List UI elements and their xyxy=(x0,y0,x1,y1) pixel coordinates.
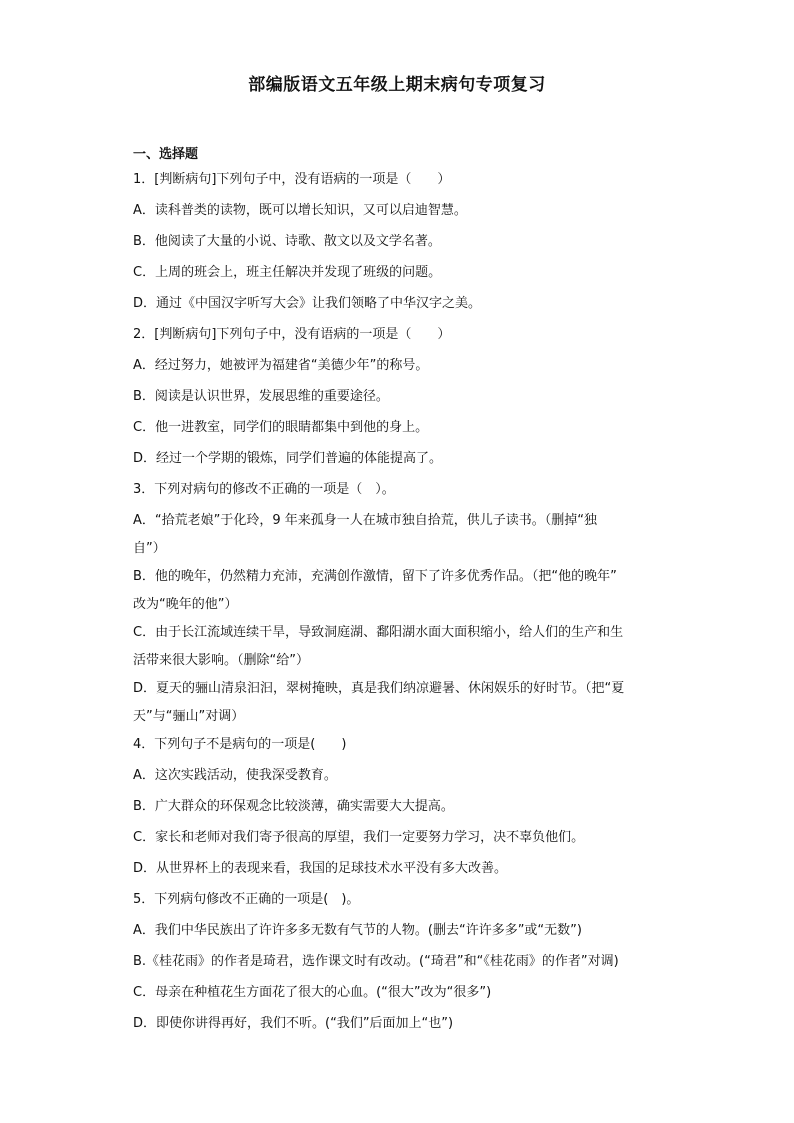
q5-option-d: D．即使你讲得再好，我们不听。(“我们”后面加上“也”) xyxy=(133,1016,454,1031)
q3-option-b: B．他的晚年，仍然精力充沛，充满创作激情，留下了许多优秀作品。（把“他的晚年” xyxy=(133,569,617,584)
question-1: 1．[判断病句]下列句子中，没有语病的一项是（ ） xyxy=(133,172,451,187)
question-2: 2．[判断病句]下列句子中，没有语病的一项是（ ） xyxy=(133,327,451,342)
q3-option-a: A．“拾荒老娘”于化玲，9 年来孤身一人在城市独自拾荒，供儿子读书。（删掉“独 xyxy=(133,513,598,528)
section-heading: 一、选择题 xyxy=(133,147,199,162)
question-4: 4．下列句子不是病句的一项是( ) xyxy=(133,737,347,752)
q5-option-b: B.《桂花雨》的作者是琦君，选作课文时有改动。(“琦君”和“《桂花雨》的作者”对调) xyxy=(133,954,619,969)
q2-option-d: D．经过一个学期的锻炼，同学们普遍的体能提高了。 xyxy=(133,451,443,466)
q3-option-d: D．夏天的骊山清泉汩汩，翠树掩映，真是我们纳凉避暑、休闲娱乐的好时节。（把“夏 xyxy=(133,681,625,696)
q5-option-a: A．我们中华民族出了许许多多无数有气节的人物。(删去“许许多多”或“无数”) xyxy=(133,923,582,938)
q1-option-d: D．通过《中国汉字听写大会》让我们领略了中华汉字之美。 xyxy=(133,296,482,311)
q3-option-c: C．由于长江流域连续干旱，导致洞庭湖、鄱阳湖水面大面积缩小，给人们的生产和生 xyxy=(133,625,624,640)
q4-option-c: C．家长和老师对我们寄予很高的厚望，我们一定要努力学习，决不辜负他们。 xyxy=(133,830,585,845)
q5-option-c: C．母亲在种植花生方面花了很大的心血。(“很大”改为“很多”) xyxy=(133,985,492,1000)
q4-option-b: B．广大群众的环保观念比较淡薄，确实需要大大提高。 xyxy=(133,799,454,814)
question-3: 3．下列对病句的修改不正确的一项是（ ）。 xyxy=(133,482,395,497)
q1-option-b: B．他阅读了大量的小说、诗歌、散文以及文学名著。 xyxy=(133,234,441,249)
q3-option-a-cont: 自”） xyxy=(133,541,166,556)
q2-option-b: B．阅读是认识世界，发展思维的重要途径。 xyxy=(133,389,389,404)
q4-option-a: A．这次实践活动，使我深受教育。 xyxy=(133,768,337,783)
q1-option-c: C．上周的班会上，班主任解决并发现了班级的问题。 xyxy=(133,265,442,280)
q2-option-a: A．经过努力，她被评为福建省“美德少年”的称号。 xyxy=(133,358,429,373)
q1-option-a: A．读科普类的读物，既可以增长知识，又可以启迪智慧。 xyxy=(133,203,467,218)
q3-option-c-cont: 活带来很大影响。（删除“给”） xyxy=(133,653,309,668)
q3-option-d-cont: 天”与“骊山”对调） xyxy=(133,709,245,724)
q4-option-d: D．从世界杯上的表现来看，我国的足球技术水平没有多大改善。 xyxy=(133,861,508,876)
q3-option-b-cont: 改为“晚年的他”） xyxy=(133,597,238,612)
q2-option-c: C．他一进教室，同学们的眼睛都集中到他的身上。 xyxy=(133,420,429,435)
question-5: 5．下列病句修改不正确的一项是( )。 xyxy=(133,892,360,907)
document-body xyxy=(133,145,673,1039)
page-title: 部编版语文五年级上期末病句专项复习 xyxy=(248,75,546,95)
